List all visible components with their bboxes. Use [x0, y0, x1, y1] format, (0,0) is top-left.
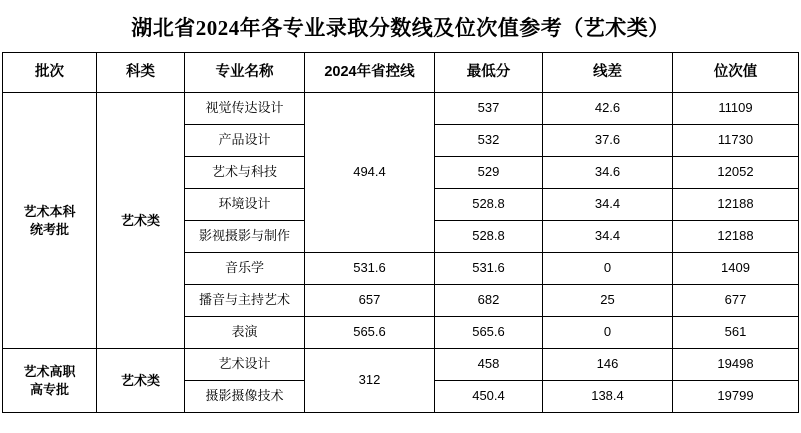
provincial-line-cell: 312 — [305, 349, 435, 413]
provincial-line-cell: 565.6 — [305, 317, 435, 349]
batch-line-1: 艺术本科 — [23, 203, 76, 219]
rank-value-cell: 12188 — [673, 221, 799, 253]
score-diff-cell: 34.6 — [543, 157, 673, 189]
batch-cell — [3, 93, 97, 349]
admission-score-table — [2, 52, 799, 413]
batch-line-2: 高专批 — [29, 381, 69, 397]
rank-value-cell: 12052 — [673, 157, 799, 189]
column-header-major: 专业名称 — [185, 53, 305, 93]
min-score-cell: 537 — [435, 93, 543, 125]
provincial-line-cell: 531.6 — [305, 253, 435, 285]
major-cell: 音乐学 — [185, 253, 305, 285]
score-diff-cell: 138.4 — [543, 381, 673, 413]
min-score-cell: 458 — [435, 349, 543, 381]
table-row — [3, 93, 799, 125]
score-diff-cell: 42.6 — [543, 93, 673, 125]
rank-value-cell: 561 — [673, 317, 799, 349]
batch-line-1: 艺术高职 — [23, 363, 76, 379]
column-header-batch: 批次 — [3, 53, 97, 93]
provincial-line-cell: 494.4 — [305, 93, 435, 253]
score-diff-cell: 146 — [543, 349, 673, 381]
min-score-cell: 565.6 — [435, 317, 543, 349]
provincial-line-cell: 657 — [305, 285, 435, 317]
major-cell: 摄影摄像技术 — [185, 381, 305, 413]
rank-value-cell: 19498 — [673, 349, 799, 381]
table-row — [3, 349, 799, 381]
score-diff-cell: 34.4 — [543, 189, 673, 221]
rank-value-cell: 12188 — [673, 189, 799, 221]
category-line-1: 艺术类 — [120, 372, 160, 388]
rank-value-cell: 11730 — [673, 125, 799, 157]
min-score-cell: 529 — [435, 157, 543, 189]
score-diff-cell: 0 — [543, 317, 673, 349]
column-header-provincial-line: 2024年省控线 — [305, 53, 435, 93]
category-cell — [97, 93, 185, 349]
min-score-cell: 532 — [435, 125, 543, 157]
min-score-cell: 531.6 — [435, 253, 543, 285]
table-header-row — [3, 53, 799, 93]
major-cell: 表演 — [185, 317, 305, 349]
score-diff-cell: 34.4 — [543, 221, 673, 253]
column-header-min-score: 最低分 — [435, 53, 543, 93]
major-cell: 影视摄影与制作 — [185, 221, 305, 253]
min-score-cell: 682 — [435, 285, 543, 317]
major-cell: 播音与主持艺术 — [185, 285, 305, 317]
page-title: 湖北省2024年各专业录取分数线及位次值参考（艺术类） — [131, 16, 670, 40]
rank-value-cell: 19799 — [673, 381, 799, 413]
major-cell: 视觉传达设计 — [185, 93, 305, 125]
column-header-score-diff: 线差 — [543, 53, 673, 93]
score-diff-cell: 0 — [543, 253, 673, 285]
category-cell — [97, 349, 185, 413]
rank-value-cell: 1409 — [673, 253, 799, 285]
rank-value-cell: 11109 — [673, 93, 799, 125]
score-diff-cell: 37.6 — [543, 125, 673, 157]
column-header-category: 科类 — [97, 53, 185, 93]
column-header-rank-value: 位次值 — [673, 53, 799, 93]
min-score-cell: 528.8 — [435, 221, 543, 253]
major-cell: 环境设计 — [185, 189, 305, 221]
batch-line-2: 统考批 — [29, 221, 69, 237]
major-cell: 艺术与科技 — [185, 157, 305, 189]
category-line-1: 艺术类 — [120, 212, 160, 228]
table-header — [3, 53, 799, 93]
min-score-cell: 450.4 — [435, 381, 543, 413]
rank-value-cell: 677 — [673, 285, 799, 317]
table-body — [3, 93, 799, 413]
major-cell: 艺术设计 — [185, 349, 305, 381]
score-diff-cell: 25 — [543, 285, 673, 317]
batch-cell — [3, 349, 97, 413]
min-score-cell: 528.8 — [435, 189, 543, 221]
major-cell: 产品设计 — [185, 125, 305, 157]
